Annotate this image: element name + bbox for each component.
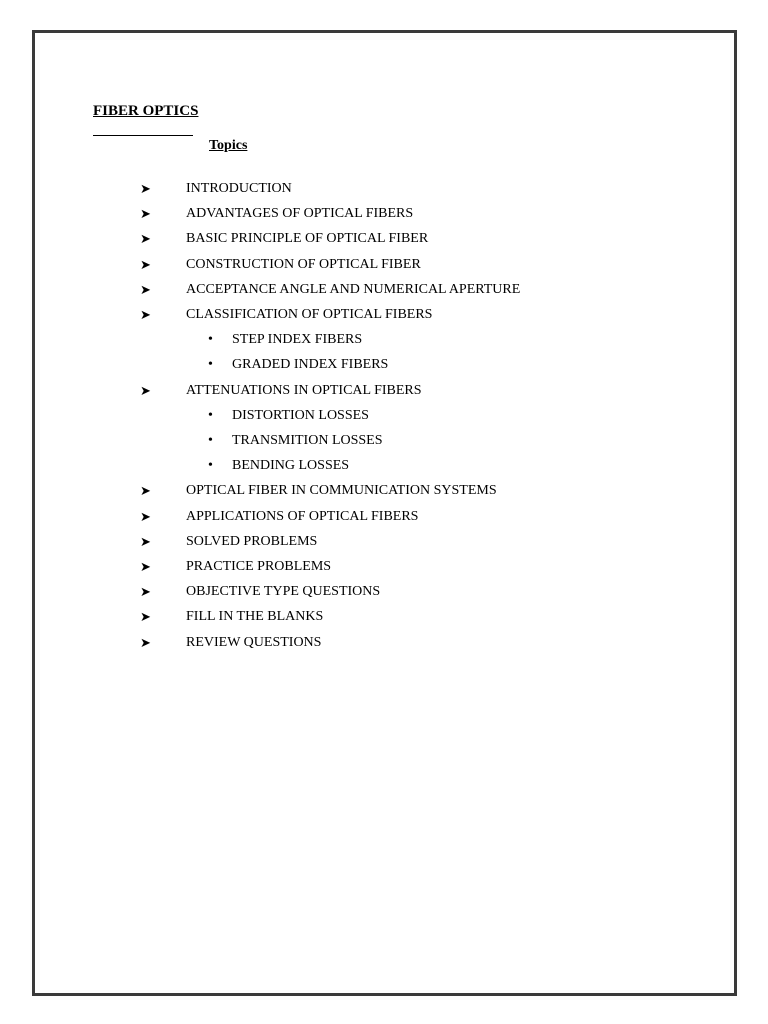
round-bullet-icon: •	[208, 332, 213, 348]
subtopic-item-label: TRANSMITION LOSSES	[232, 433, 383, 448]
topic-item-label: APPLICATIONS OF OPTICAL FIBERS	[186, 508, 419, 524]
topic-item-label: FILL IN THE BLANKS	[186, 609, 324, 625]
arrowhead-bullet-icon: ➤	[140, 533, 151, 549]
topic-item-label: ACCEPTANCE ANGLE AND NUMERICAL APERTURE	[186, 281, 521, 297]
topic-item-label: CLASSIFICATION OF OPTICAL FIBERS	[186, 307, 433, 322]
arrowhead-bullet-icon: ➤	[140, 634, 151, 650]
arrowhead-bullet-icon: ➤	[140, 609, 151, 625]
subtopic-item	[0, 406, 768, 426]
arrowhead-bullet-icon: ➤	[140, 281, 151, 297]
topic-item	[0, 507, 768, 527]
topics-heading: Topics	[209, 138, 248, 153]
topic-item-label: BASIC PRINCIPLE OF OPTICAL FIBER	[186, 231, 429, 247]
topic-item-label: OBJECTIVE TYPE QUESTIONS	[186, 584, 381, 600]
topic-item-label: REVIEW QUESTIONS	[186, 634, 322, 650]
arrowhead-bullet-icon: ➤	[140, 307, 151, 322]
round-bullet-icon: •	[208, 458, 213, 474]
topic-item-label: ADVANTAGES OF OPTICAL FIBERS	[186, 206, 414, 222]
subtopic-item-label: BENDING LOSSES	[232, 458, 350, 474]
topic-item-label: OPTICAL FIBER IN COMMUNICATION SYSTEMS	[186, 483, 497, 499]
title-underline-rule	[93, 135, 193, 136]
topic-item	[0, 381, 768, 401]
subtopic-item-label: GRADED INDEX FIBERS	[232, 357, 389, 373]
arrowhead-bullet-icon: ➤	[140, 508, 151, 524]
topic-item-label: SOLVED PROBLEMS	[186, 533, 318, 549]
topic-item-label: INTRODUCTION	[186, 181, 292, 196]
topic-item-label: PRACTICE PROBLEMS	[186, 559, 332, 574]
subtopic-item-label: DISTORTION LOSSES	[232, 407, 369, 423]
round-bullet-icon: •	[208, 433, 213, 448]
topic-item	[0, 255, 768, 275]
topic-item	[0, 481, 768, 501]
subtopic-item	[0, 431, 768, 451]
topic-item	[0, 229, 768, 249]
arrowhead-bullet-icon: ➤	[140, 231, 151, 247]
round-bullet-icon: •	[208, 407, 213, 423]
arrowhead-bullet-icon: ➤	[140, 483, 151, 499]
subtopic-item-label: STEP INDEX FIBERS	[232, 332, 363, 348]
topic-item-label: CONSTRUCTION OF OPTICAL FIBER	[186, 256, 421, 272]
topic-item	[0, 204, 768, 224]
subtopic-item	[0, 330, 768, 350]
topic-item	[0, 179, 768, 199]
document-title: FIBER OPTICS	[93, 103, 199, 119]
round-bullet-icon: •	[208, 357, 213, 373]
topic-item	[0, 557, 768, 577]
arrowhead-bullet-icon: ➤	[140, 382, 151, 398]
topic-item	[0, 305, 768, 325]
subtopic-item	[0, 456, 768, 476]
topic-item	[0, 532, 768, 552]
topic-item-label: ATTENUATIONS IN OPTICAL FIBERS	[186, 382, 422, 398]
arrowhead-bullet-icon: ➤	[140, 584, 151, 600]
topic-item	[0, 607, 768, 627]
topic-item	[0, 582, 768, 602]
subtopic-item	[0, 355, 768, 375]
topic-item	[0, 280, 768, 300]
arrowhead-bullet-icon: ➤	[140, 181, 151, 196]
topic-item	[0, 633, 768, 653]
arrowhead-bullet-icon: ➤	[140, 256, 151, 272]
arrowhead-bullet-icon: ➤	[140, 206, 151, 222]
arrowhead-bullet-icon: ➤	[140, 559, 151, 574]
